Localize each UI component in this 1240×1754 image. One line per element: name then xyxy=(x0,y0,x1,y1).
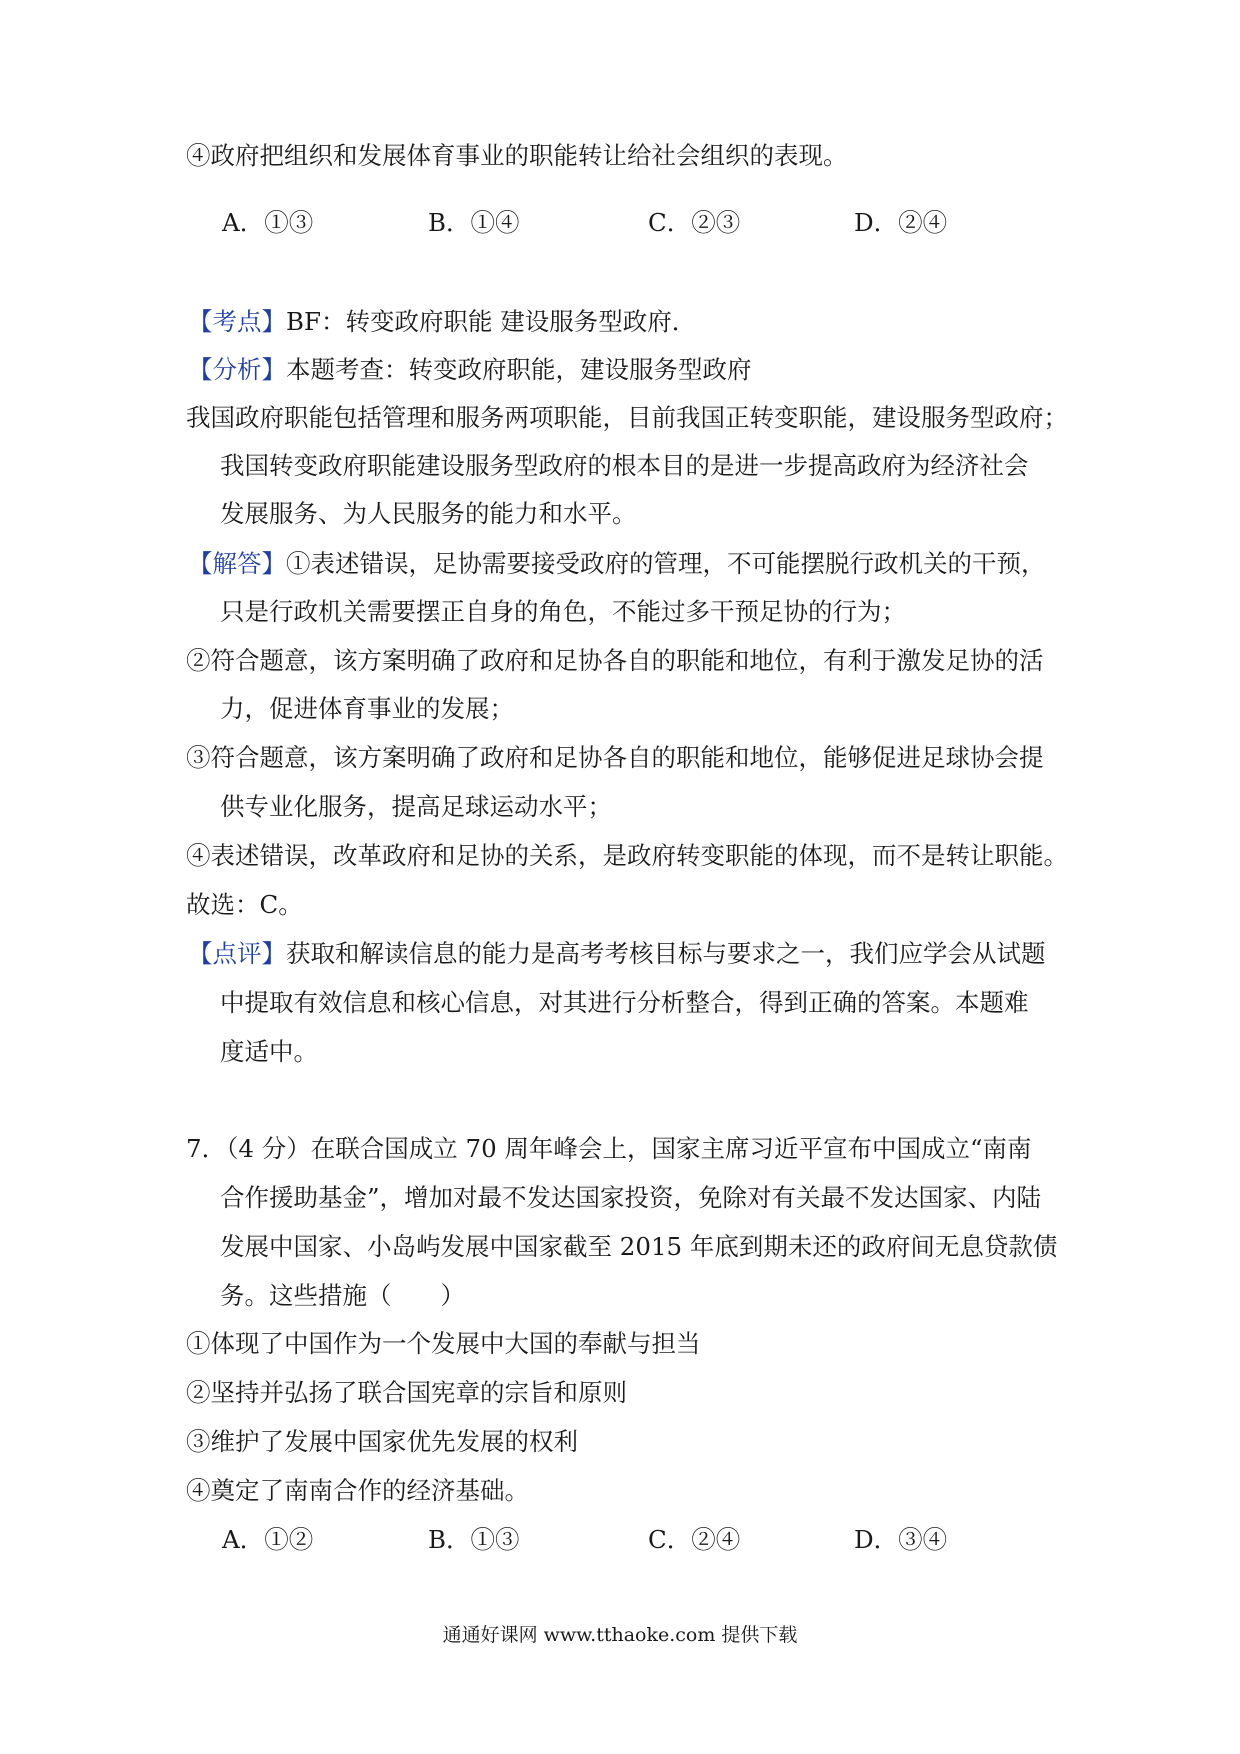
q6-option-d: D．②④ xyxy=(854,208,948,237)
page-footer: 通通好课网 www.tthaoke.com 提供下载 xyxy=(442,1624,798,1646)
fenxi-line-2: 我国转变政府职能建设服务型政府的根本目的是进一步提高政府为经济社会 xyxy=(220,451,1029,480)
fenxi-line-1: 我国政府职能包括管理和服务两项职能，目前我国正转变职能，建设服务型政府； xyxy=(186,403,1068,432)
q7-item-3: ③维护了发展中国家优先发展的权利 xyxy=(186,1427,578,1456)
dianping-tag: 【点评】 xyxy=(188,939,286,968)
q7-stem-line-3: 发展中国家、小岛屿发展中国家截至 2015 年底到期未还的政府间无息贷款债 xyxy=(220,1232,1058,1261)
q6-option-c: C．②③ xyxy=(648,208,741,237)
jieda-line-4: ③符合题意，该方案明确了政府和足协各自的职能和地位，能够促进足球协会提 xyxy=(186,743,1044,772)
fenxi-line xyxy=(188,354,752,386)
q7-stem-line-2: 合作援助基金”，增加对最不发达国家投资，免除对有关最不发达国家、内陆 xyxy=(220,1183,1042,1212)
q7-option-a: A．①② xyxy=(222,1525,314,1554)
fenxi-tag: 【分析】 xyxy=(188,355,286,384)
q7-option-b: B．①③ xyxy=(428,1525,520,1554)
jieda-text: ①表述错误，足协需要接受政府的管理，不可能摆脱行政机关的干预， xyxy=(286,549,1046,578)
fenxi-text: 本题考查：转变政府职能，建设服务型政府 xyxy=(286,355,752,384)
q7-stem-line-4: 务。这些措施（ ） xyxy=(220,1281,465,1310)
q7-option-c: C．②④ xyxy=(648,1525,741,1554)
jieda-line-3: 力，促进体育事业的发展； xyxy=(220,694,514,723)
jieda-line xyxy=(188,548,1046,580)
q7-item-1: ①体现了中国作为一个发展中大国的奉献与担当 xyxy=(186,1329,701,1358)
q7-stem-line-1: 7．（4 分）在联合国成立 70 周年峰会上，国家主席习近平宣布中国成立“南南 xyxy=(186,1134,1032,1163)
q6-option-a: A．①③ xyxy=(222,208,314,237)
q7-item-4: ④奠定了南南合作的经济基础。 xyxy=(186,1476,529,1505)
kaodian-tag: 【考点】 xyxy=(188,307,286,336)
kaodian-text: BF：转变政府职能 建设服务型政府． xyxy=(286,307,697,336)
jieda-line-1: 只是行政机关需要摆正自身的角色，不能过多干预足协的行为； xyxy=(220,597,906,626)
dianping-line-2: 度适中。 xyxy=(220,1037,318,1066)
q7-option-d: D．③④ xyxy=(854,1525,948,1554)
dianping-line-1: 中提取有效信息和核心信息，对其进行分析整合，得到正确的答案。本题难 xyxy=(220,988,1029,1017)
dianping-line xyxy=(188,938,1046,970)
q6-option-b: B．①④ xyxy=(428,208,520,237)
dianping-text: 获取和解读信息的能力是高考考核目标与要求之一，我们应学会从试题 xyxy=(286,939,1046,968)
fenxi-line-3: 发展服务、为人民服务的能力和水平。 xyxy=(220,499,637,528)
q7-item-2: ②坚持并弘扬了联合国宪章的宗旨和原则 xyxy=(186,1378,627,1407)
jieda-line-6: ④表述错误，改革政府和足协的关系，是政府转变职能的体现，而不是转让职能。 xyxy=(186,841,1068,870)
jieda-line-2: ②符合题意，该方案明确了政府和足协各自的职能和地位，有利于激发足协的活 xyxy=(186,646,1044,675)
jieda-tag: 【解答】 xyxy=(188,549,286,578)
jieda-answer: 故选：C。 xyxy=(186,890,303,919)
jieda-line-5: 供专业化服务，提高足球运动水平； xyxy=(220,792,612,821)
kaodian-line xyxy=(188,306,696,338)
q6-item-4: ④政府把组织和发展体育事业的职能转让给社会组织的表现。 xyxy=(186,141,848,170)
